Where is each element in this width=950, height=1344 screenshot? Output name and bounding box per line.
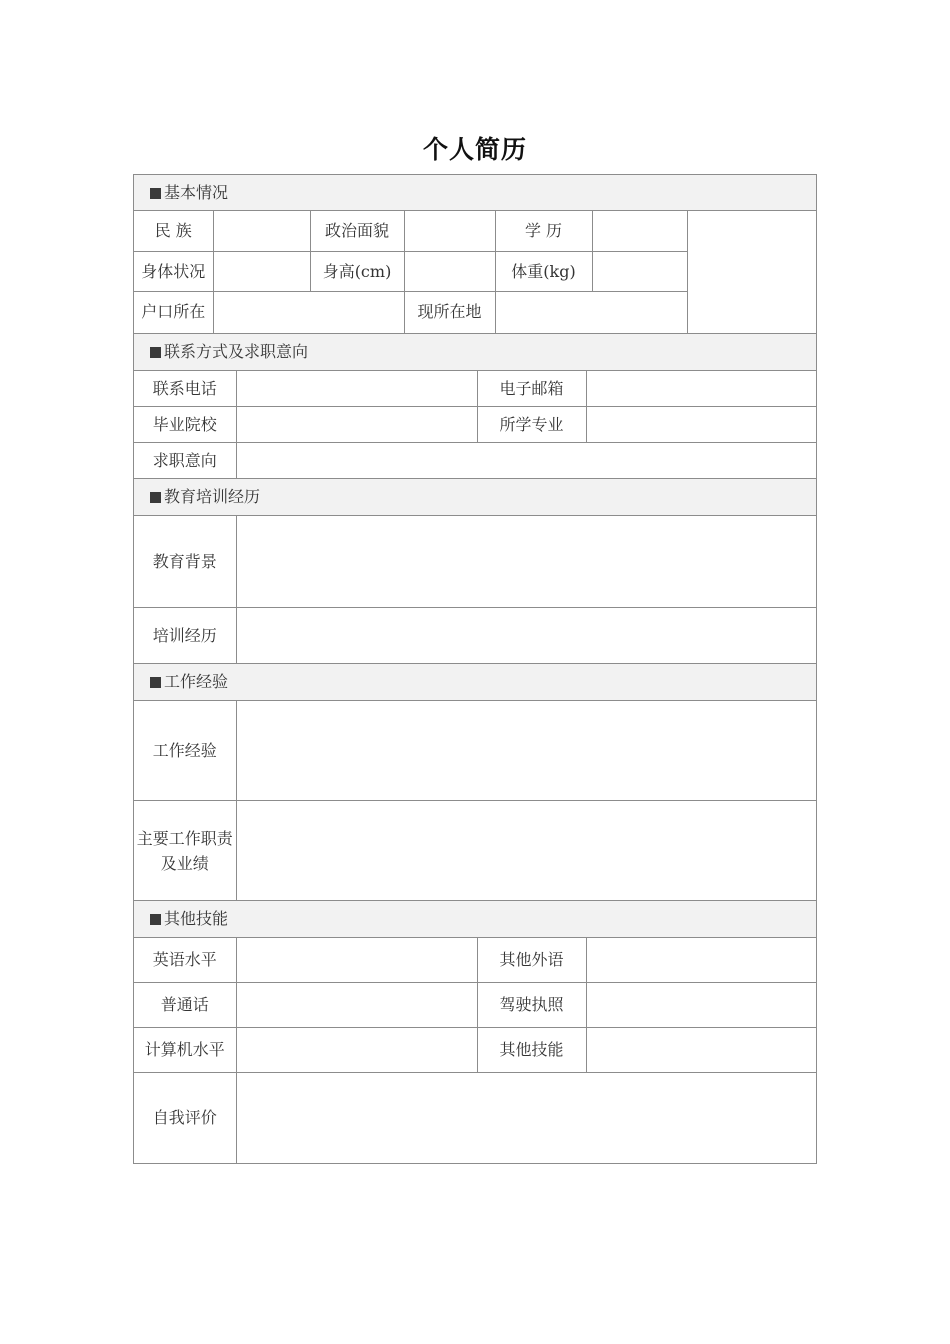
field-political-status[interactable] (404, 211, 495, 252)
label-education-level: 学 历 (495, 211, 592, 252)
label-health: 身体状况 (134, 252, 213, 292)
field-english[interactable] (236, 938, 477, 983)
label-computer-skill: 计算机水平 (134, 1028, 236, 1073)
label-job-intention: 求职意向 (134, 443, 236, 479)
label-other-language: 其他外语 (477, 938, 586, 983)
section-header-work: 工作经验 (134, 664, 816, 701)
section-header-education: 教育培训经历 (134, 479, 816, 516)
label-email: 电子邮箱 (477, 371, 586, 407)
resume-title: 个人简历 (422, 135, 527, 164)
field-computer-skill[interactable] (236, 1028, 477, 1073)
basic-info-section (133, 174, 817, 334)
field-email[interactable] (586, 371, 816, 407)
label-education-background: 教育背景 (134, 516, 236, 608)
field-height[interactable] (404, 252, 495, 292)
field-mandarin[interactable] (236, 983, 477, 1028)
square-bullet-icon (150, 188, 161, 199)
label-hukou: 户口所在 (134, 292, 213, 333)
field-ethnicity[interactable] (213, 211, 310, 252)
field-major[interactable] (586, 407, 816, 443)
field-education-background[interactable] (236, 516, 816, 608)
field-school[interactable] (236, 407, 477, 443)
label-work-experience: 工作经验 (134, 701, 236, 801)
label-school: 毕业院校 (134, 407, 236, 443)
field-hukou[interactable] (213, 292, 404, 333)
field-duties-achievements[interactable] (236, 801, 816, 901)
field-phone[interactable] (236, 371, 477, 407)
label-self-evaluation: 自我评价 (134, 1073, 236, 1163)
field-training[interactable] (236, 608, 816, 664)
field-other-language[interactable] (586, 938, 816, 983)
label-mandarin: 普通话 (134, 983, 236, 1028)
label-phone: 联系电话 (134, 371, 236, 407)
field-other-skill[interactable] (586, 1028, 816, 1073)
main-form-section (133, 333, 817, 1164)
label-training: 培训经历 (134, 608, 236, 664)
field-weight[interactable] (592, 252, 687, 292)
label-political-status: 政治面貌 (310, 211, 404, 252)
field-work-experience[interactable] (236, 701, 816, 801)
label-height: 身高(cm) (310, 252, 404, 292)
field-health[interactable] (213, 252, 310, 292)
section-header-skills: 其他技能 (134, 901, 816, 938)
label-duties-achievements: 主要工作职责 及业绩 (134, 801, 236, 901)
square-bullet-icon (150, 492, 161, 503)
field-residence[interactable] (495, 292, 687, 333)
label-english: 英语水平 (134, 938, 236, 983)
field-driving-license[interactable] (586, 983, 816, 1028)
label-ethnicity: 民 族 (134, 211, 213, 252)
section-header-basic: 基本情况 (134, 175, 816, 211)
label-driving-license: 驾驶执照 (477, 983, 586, 1028)
field-job-intention[interactable] (236, 443, 816, 479)
section-header-contact: 联系方式及求职意向 (134, 334, 816, 371)
label-other-skill: 其他技能 (477, 1028, 586, 1073)
square-bullet-icon (150, 914, 161, 925)
field-self-evaluation[interactable] (236, 1073, 816, 1163)
label-weight: 体重(kg) (495, 252, 592, 292)
photo-box[interactable] (687, 211, 816, 333)
field-education-level[interactable] (592, 211, 687, 252)
square-bullet-icon (150, 347, 161, 358)
square-bullet-icon (150, 677, 161, 688)
label-residence: 现所在地 (404, 292, 495, 333)
label-major: 所学专业 (477, 407, 586, 443)
